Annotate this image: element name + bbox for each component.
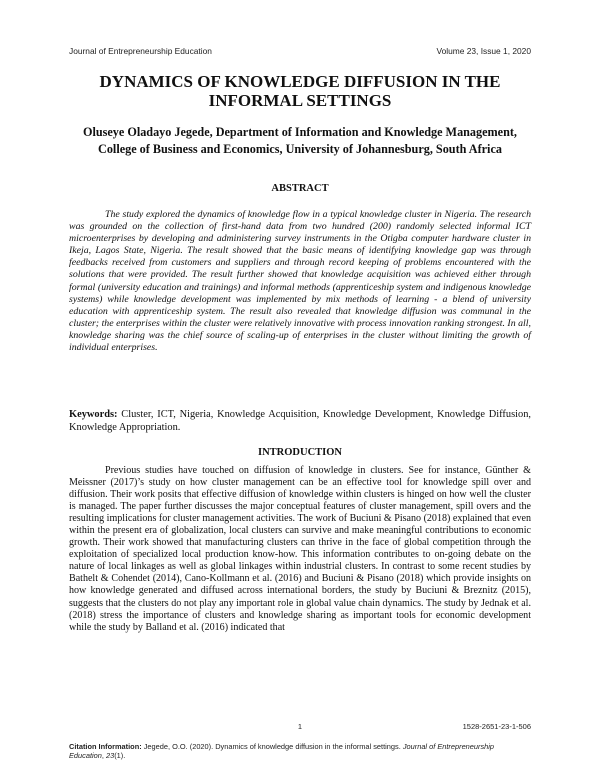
keywords-label: Keywords: [69,409,118,420]
paper-title: DYNAMICS OF KNOWLEDGE DIFFUSION IN THE INFORMAL SETTINGS [99,72,501,110]
citation-information: Citation Information: Jegede, O.O. (2020). Dynamics of knowledge diffusion in the informal settings. Journal of Entrepreneurship Education, 23(1). [69,742,495,761]
citation-volume: 23 [105,751,115,761]
citation-journal: Journal of Entrepreneurship Education [69,742,495,761]
article-id: 1528-2651-23-1-506 [462,722,531,731]
citation-issue: (1). [114,751,126,761]
keywords-text: Cluster, ICT, Nigeria, Knowledge Acquisition, Knowledge Development, Knowledge Diffusion, Knowledge Appropriation. [69,409,531,433]
page-number: 1 [297,722,303,731]
running-header [69,46,531,56]
author-affiliation: Oluseye Oladayo Jegede, Department of Information and Knowledge Management, College of Business and Economics, University of Johannesburg, South Africa [83,125,517,156]
introduction-text: Previous studies have touched on diffusion of knowledge in clusters. See for instance, Günther & Meissner (2017)’s study on how cluster management can be an effective tool for knowledge spill over and diffusion. Their work posits that effective diffusion of knowledge within clusters is hinged on how well the cluster is managed. The paper further discusses the major conceptual features of cluster management, spill overs and the resulting implications for cluster management activities. The work of Buciuni & Pisano (2018) explained that even within the present era of globalization, local clusters can survive and make meaningful contributions to economic growth. Their work showed that manufacturing clusters can thrive in the face of global competition through the exploitation of specialized local production know-how. This information contributes to on-going debate on the nature of local linkages as well as global linkages within industrial clusters. In contrast to some recent studies by Bathelt & Cohendet (2014), Cano-Kollmann et al. (2016) and Buciuni & Pisano (2018) which provide insights on how knowledge generated and diffused across international borders, the study by Buciuni & Breznitz (2015), suggests that the clusters do not play any important role in global value chain dynamics. The study by Jednak et al. (2018) stress the importance of clusters and knowledge sharing as important tools for economic development while the study by Balland et al. (2016) indicated that [69,465,531,633]
introduction-heading: INTRODUCTION [257,447,342,458]
volume-issue: Volume 23, Issue 1, 2020 [436,46,531,56]
abstract-heading: ABSTRACT [271,183,329,194]
citation-label: Citation Information: [69,742,142,751]
journal-name: Journal of Entrepreneurship Education [69,46,212,56]
keywords [69,408,531,434]
abstract-text: The study explored the dynamics of knowledge flow in a typical knowledge cluster in Nigeria. The research was grounded on the collection of first-hand data from two hundred (200) randomly selected informal ICT microenterprises by developing and administering survey instruments in the Otigba computer hardware cluster in Ikeja, Lagos State, Nigeria. The result showed that the basic means of identifying knowledge gap was through feedbacks received from customers and suppliers and through record keeping of problems encountered with the solutions that were provided. The result further showed that knowledge acquisition was achieved either through formal (university education and trainings) and informal methods (apprenticeship system and indigenous knowledge systems) while knowledge development was implemented by mix methods of learning - a blend of university education with apprenticeship system. The result also revealed that knowledge diffusion was communal in the cluster; the enterprises within the cluster were relatively innovative with process innovation ranking strongest. In all, knowledge sharing was the chief source of scaling-up of enterprises in the cluster without limiting the growth of individual enterprises. [69,209,531,354]
citation-text: Jegede, O.O. (2020). Dynamics of knowledge diffusion in the informal settings. [143,742,401,751]
